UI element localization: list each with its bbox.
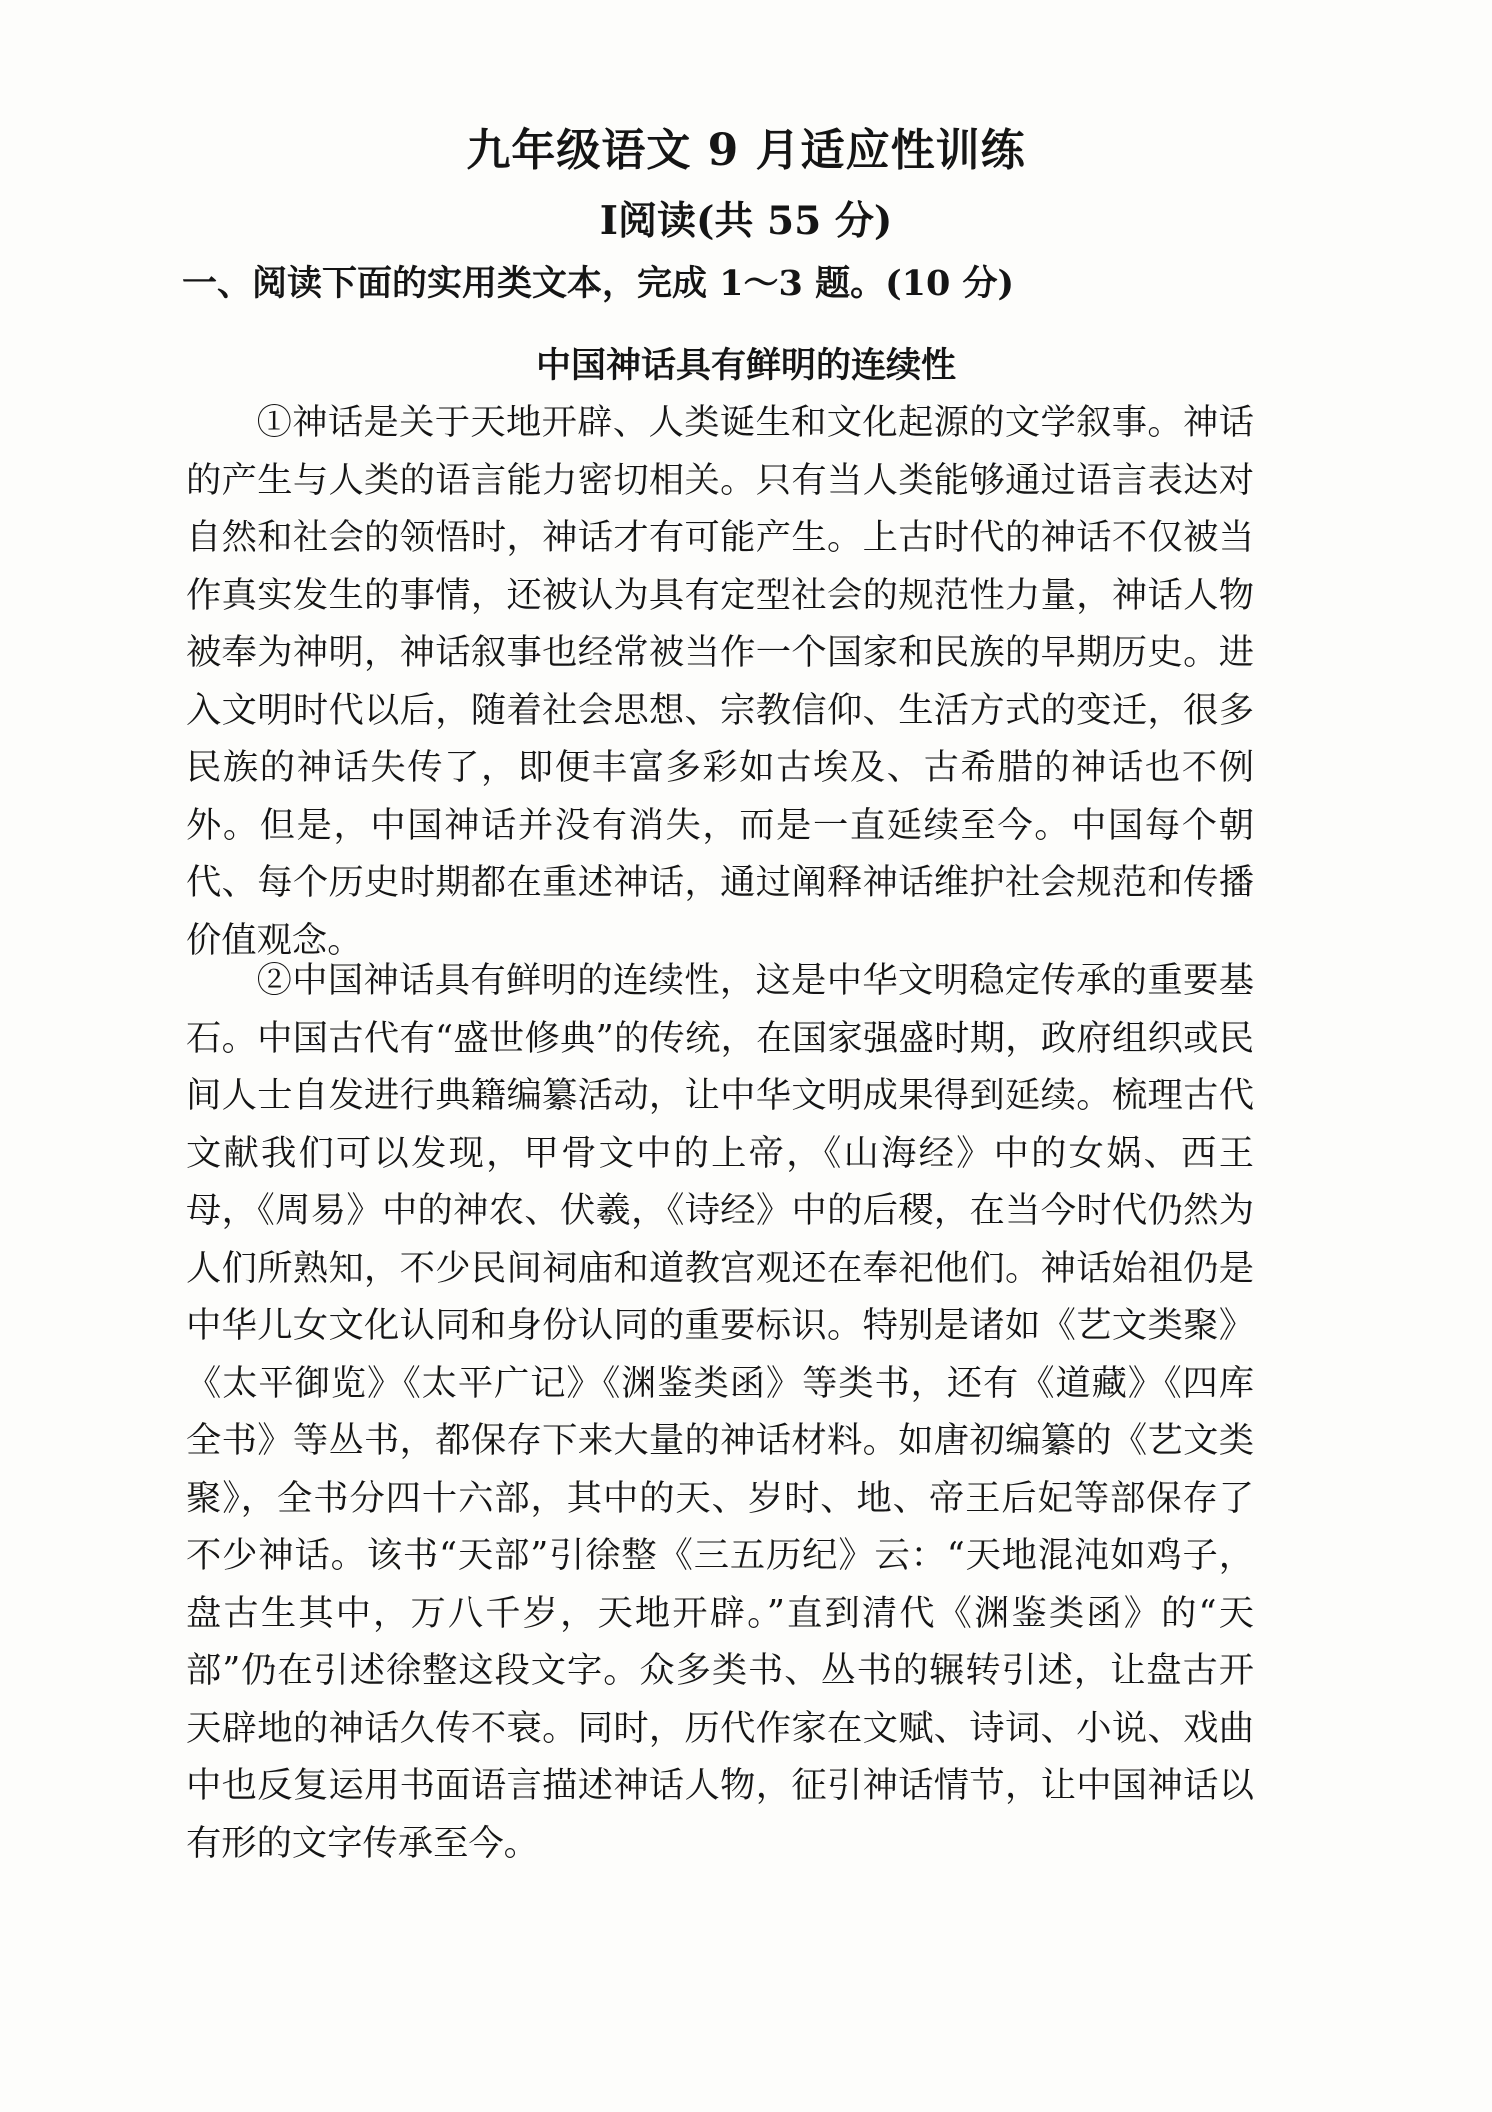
section-heading: 一、阅读下面的实用类文本，完成 1～3 题。(10 分) — [182, 263, 1015, 304]
article-paragraph-1: ①神话是关于天地开辟、人类诞生和文化起源的文学叙事。神话的产生与人类的语言能力密切相关。只有当人类能够通过语言表达对自然和社会的领悟时，神话才有可能产生。上古时代的神话不仅被当作真实发生的事情，还被认为具有定型社会的规范性力量，神话人物被奉为神明，神话叙事也经常被当作一个国家和民族的早期历史。进入文明时代以后，随着社会思想、宗教信仰、生活方式的变迁，很多民族的神话失传了，即便丰富多彩如古埃及、古希腊的神话也不例外。但是，中国神话并没有消失，而是一直延续至今。中国每个朝代、每个历史时期都在重述神话，通过阐释神话维护社会规范和传播价值观念。 — [186, 402, 1254, 961]
article-paragraph-2: ②中国神话具有鲜明的连续性，这是中华文明稳定传承的重要基石。中国古代有“盛世修典”的传统，在国家强盛时期，政府组织或民间人士自发进行典籍编纂活动，让中华文明成果得到延续。梳理古代文献我们可以发现，甲骨文中的上帝，《山海经》中的女娲、西王母，《周易》中的神农、伏羲，《诗经》中的后稷，在当今时代仍然为人们所熟知，不少民间祠庙和道教宫观还在奉祀他们。神话始祖仍是中华儿女文化认同和身份认同的重要标识。特别是诸如《艺文类聚》《太平御览》《太平广记》《渊鉴类函》等类书，还有《道藏》《四库全书》等丛书，都保存下来大量的神话材料。如唐初编纂的《艺文类聚》，全书分四十六部，其中的天、岁时、地、帝王后妃等部保存了不少神话。该书“天部”引徐整《三五历纪》云：“天地混沌如鸡子，盘古生其中，万八千岁，天地开辟。”直到清代《渊鉴类函》的“天部”仍在引述徐整这段文字。众多类书、丛书的辗转引述，让盘古开天辟地的神话久传不衰。同时，历代作家在文赋、诗词、小说、戏曲中也反复运用书面语言描述神话人物，征引神话情节，让中国神话以有形的文字传承至今。 — [186, 960, 1254, 1864]
part-title: Ⅰ阅读(共 55 分) — [599, 198, 893, 244]
article-title: 中国神话具有鲜明的连续性 — [535, 345, 956, 386]
exam-title: 九年级语文 9 月适应性训练 — [466, 125, 1026, 176]
